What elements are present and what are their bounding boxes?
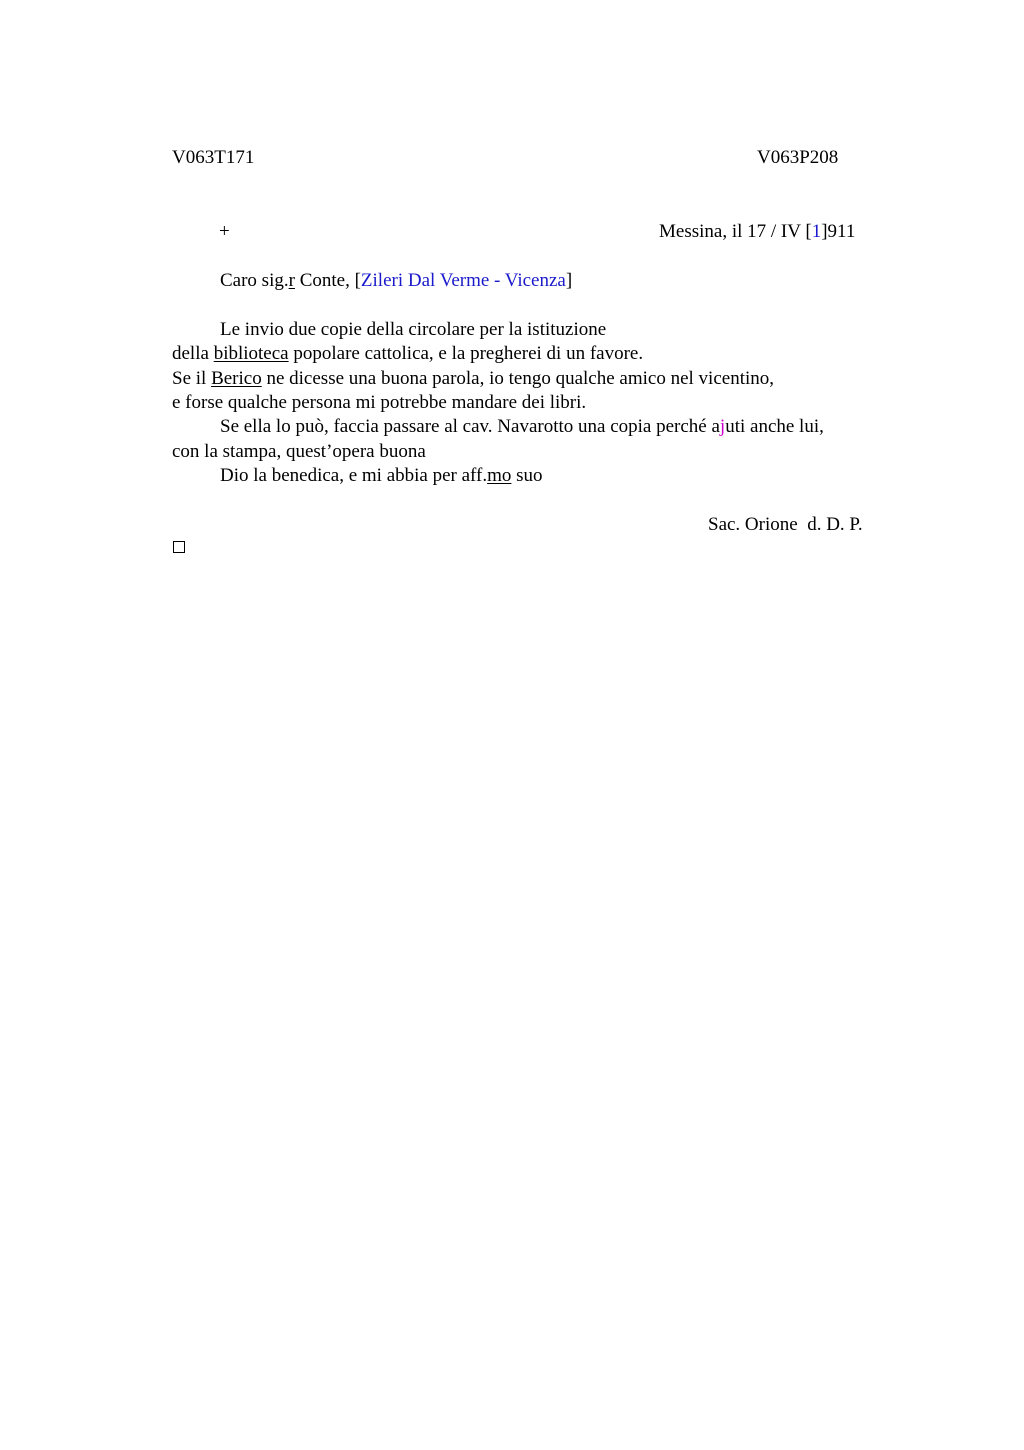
body-line-2-pre: della	[172, 343, 214, 364]
body-line-1: Le invio due copie della circolare per la istituzione	[220, 319, 607, 340]
body-line-5-post: uti anche lui,	[725, 416, 824, 437]
body-line-6: con la stampa, quest’opera buona	[172, 441, 426, 462]
salutation-pre: Caro sig.	[220, 270, 289, 291]
salutation-abbrev: r	[288, 270, 295, 291]
cross-symbol: +	[219, 221, 230, 242]
body-line-3-post: ne dicesse una buona parola, io tengo qualche amico nel vicentino,	[261, 368, 775, 389]
body-line-3	[172, 368, 774, 390]
body-line-5-correction: j	[719, 416, 726, 437]
body-line-7-post: suo	[511, 465, 543, 486]
body-line-3-pre: Se il	[172, 368, 212, 389]
signature: Sac. Orione d. D. P.	[708, 514, 863, 535]
dateline-year-rest: ]911	[821, 221, 856, 242]
salutation-mid: Conte, [	[294, 270, 361, 291]
salutation-post: ]	[565, 270, 573, 291]
body-line-2-underlined: biblioteca	[213, 343, 289, 364]
body-line-5	[220, 416, 824, 438]
body-line-7-pre: Dio la benedica, e mi abbia per aff.	[220, 465, 488, 486]
body-line-5-pre: Se ella lo può, faccia passare al cav. Navarotto una copia perché a	[220, 416, 720, 437]
body-line-3-underlined: Berico	[211, 368, 262, 389]
dateline-text: Messina, il 17 / IV [	[659, 221, 812, 242]
end-marker-box	[173, 541, 185, 553]
dateline-year-correction: 1	[811, 221, 822, 242]
document-code-right: V063P208	[757, 147, 839, 168]
body-line-7-underlined: mo	[487, 465, 512, 486]
body-line-4: e forse qualche persona mi potrebbe mandare dei libri.	[172, 392, 587, 413]
salutation	[220, 270, 572, 292]
body-line-7	[220, 465, 543, 487]
body-line-2	[172, 343, 643, 365]
body-line-2-post: popolare cattolica, e la pregherei di un favore.	[288, 343, 644, 364]
dateline	[659, 221, 855, 243]
document-code-left: V063T171	[172, 147, 255, 168]
salutation-recipient: Zileri Dal Verme - Vicenza	[360, 270, 566, 291]
